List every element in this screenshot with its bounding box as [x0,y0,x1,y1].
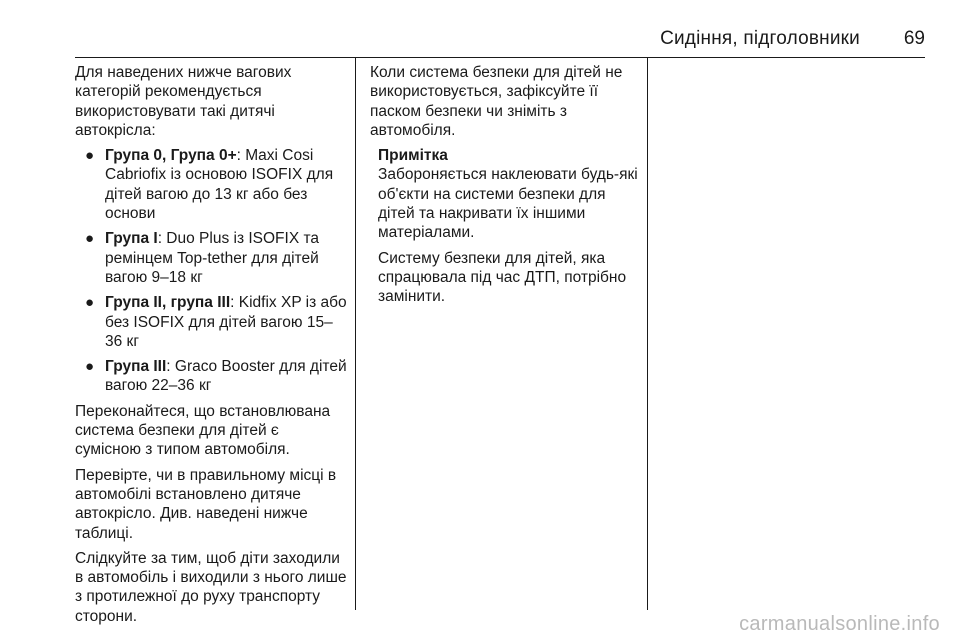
seat-groups-list [75,146,347,396]
header-rule [75,57,925,58]
entry-exit-paragraph: Слідкуйте за тим, щоб діти заходили в автомобіль і виходили з нього лише з протилежної до руху транспорту сторони. [75,549,347,625]
watermark: carmanualsonline.info [739,613,940,635]
list-item [75,293,347,351]
list-item-label: Група 0, Група 0+ [105,147,237,165]
compatibility-paragraph: Переконайтеся, що встановлювана система безпеки для дітей є сумісною з типом автомобіля. [75,402,331,459]
bullet-icon: ● [85,147,95,165]
list-item-label: Група III [105,358,167,376]
intro-paragraph: Для наведених нижче вагових категорій рекомендується використовувати такі дитячі автокрісла: [75,64,292,139]
bullet-icon: ● [85,294,95,312]
note-title: Примітка [378,147,448,165]
storage-paragraph: Коли система безпеки для дітей не використовується, зафіксуйте її паском безпеки чи зніміть з автомобіля. [370,64,623,139]
placement-paragraph: Перевірте, чи в правильному місці в автомобілі встановлено дитяче автокрісло. Див. наведені нижче таблиці. [75,466,337,542]
list-item [75,357,347,396]
list-item-label: Група II, група III [105,294,231,312]
middle-column [370,63,638,313]
left-column [75,63,347,632]
list-item-text: : Maxi Cosi Cabriofix із основою ISOFIX для дітей вагою до 13 кг або без основи [105,147,334,223]
note-text-replace: Систему безпеки для дітей, яка спрацювала під час ДТП, потрібно замінити. [378,249,627,306]
list-item-text: : Duo Plus із ISOFIX та ремінцем Top-tether для дітей вагою 9–18 кг [105,230,320,286]
page-title: Сидіння, підголовники [660,28,860,49]
note-box [370,146,638,306]
column-divider-right [647,58,648,610]
bullet-icon: ● [85,358,95,376]
list-item-text: : Kidfix XP із або без ISOFIX для дітей вагою 15–36 кг [105,294,347,350]
list-item-label: Група I [105,230,158,248]
page-number: 69 [903,28,925,49]
list-item [75,229,347,287]
column-divider-left [355,58,356,610]
list-item-text: : Graco Booster для дітей вагою 22–36 кг [105,358,347,395]
note-text-stickers: Забороняється наклеювати будь-які об'єкти на системи безпеки для дітей та накривати їх іншими матеріалами. [378,166,638,242]
list-item [75,146,347,223]
bullet-icon: ● [85,230,95,248]
